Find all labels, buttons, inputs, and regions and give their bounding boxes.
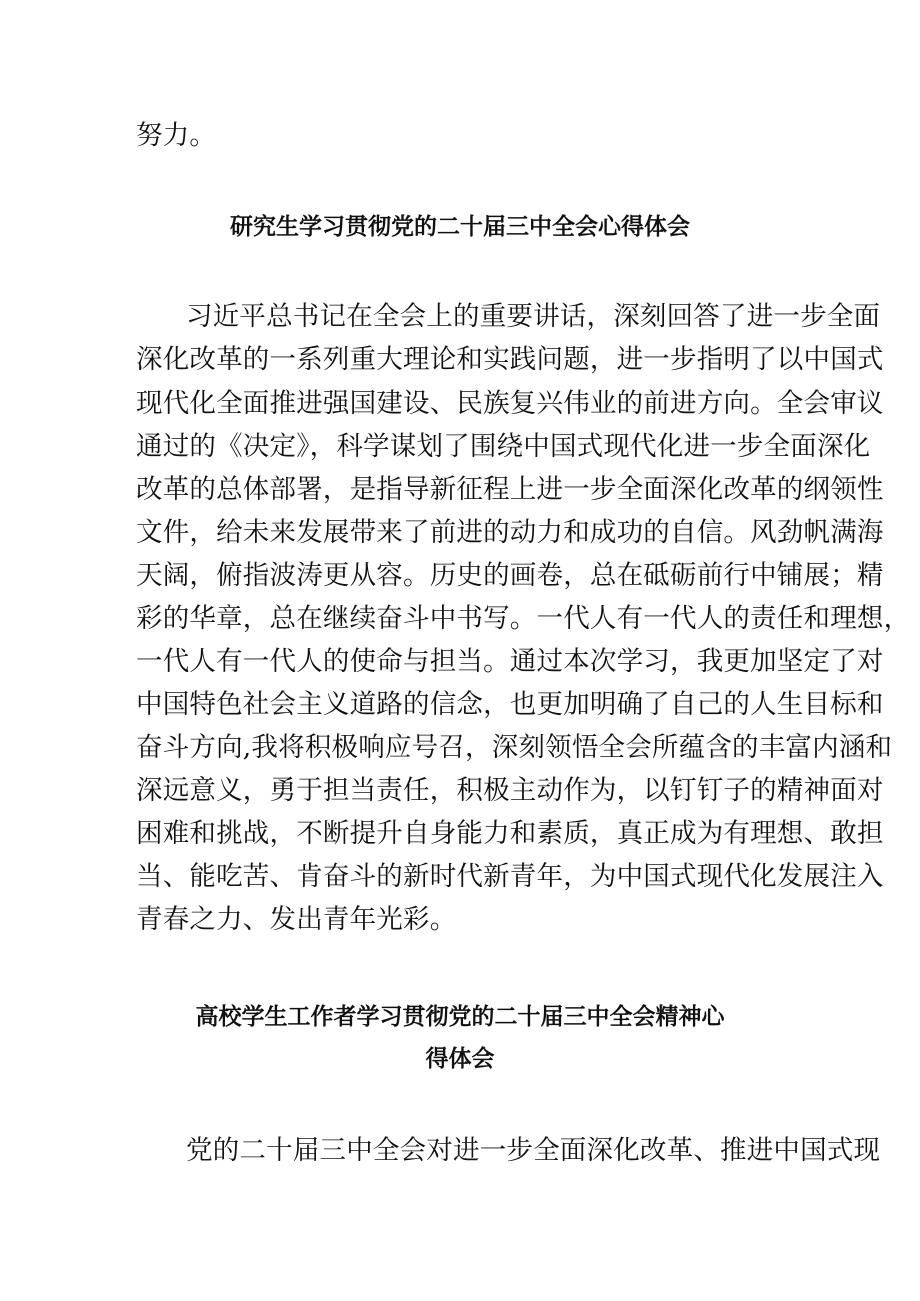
body-line: 党的二十届三中全会对进一步全面深化改革、推进中国式现 [186, 1135, 881, 1166]
body-line: 改革的总体部署，是指导新征程上进一步全面深化改革的纲领性 [136, 474, 884, 505]
body-line: 深远意义，勇于担当责任，积极主动作为，以钉钉子的精神面对 [136, 775, 884, 806]
body-line: 文件，给未来发展带来了前进的动力和成功的自信。风劲帆满海 [136, 517, 884, 548]
section1-title: 研究生学习贯彻党的二十届三中全会心得体会 [230, 214, 690, 240]
body-line: 青春之力、发出青年光彩。 [136, 904, 457, 935]
body-line: 习近平总书记在全会上的重要讲话，深刻回答了进一步全面 [186, 301, 881, 332]
section2-title-line2: 得体会 [425, 1046, 495, 1072]
top-fragment-text: 努力。 [136, 120, 217, 151]
body-line: 深化改革的一系列重大理论和实践问题，进一步指明了以中国式 [136, 344, 884, 375]
body-line: 当、能吃苦、肯奋斗的新时代新青年，为中国式现代化发展注入 [136, 861, 884, 892]
body-line: 天阔，俯指波涛更从容。历史的画卷，总在砥砺前行中铺展；精 [136, 560, 884, 591]
section2-title-line1: 高校学生工作者学习贯彻党的二十届三中全会精神心 [195, 1004, 725, 1030]
body-line: 中国特色社会主义道路的信念，也更加明确了自己的人生目标和 [136, 689, 884, 720]
body-line: 彩的华章，总在继续奋斗中书写。一代人有一代人的责任和理想， [136, 603, 911, 634]
body-line: 困难和挑战，不断提升自身能力和素质，真正成为有理想、敢担 [136, 818, 884, 849]
body-line: 奋斗方向,我将积极响应号召，深刻领悟全会所蕴含的丰富内涵和 [136, 732, 893, 763]
body-line: 现代化全面推进强国建设、民族复兴伟业的前进方向。全会审议 [136, 388, 884, 419]
body-line: 一代人有一代人的使命与担当。通过本次学习，我更加坚定了对 [136, 646, 884, 677]
body-line: 通过的《决定》，科学谋划了围绕中国式现代化进一步全面深化 [136, 431, 871, 462]
